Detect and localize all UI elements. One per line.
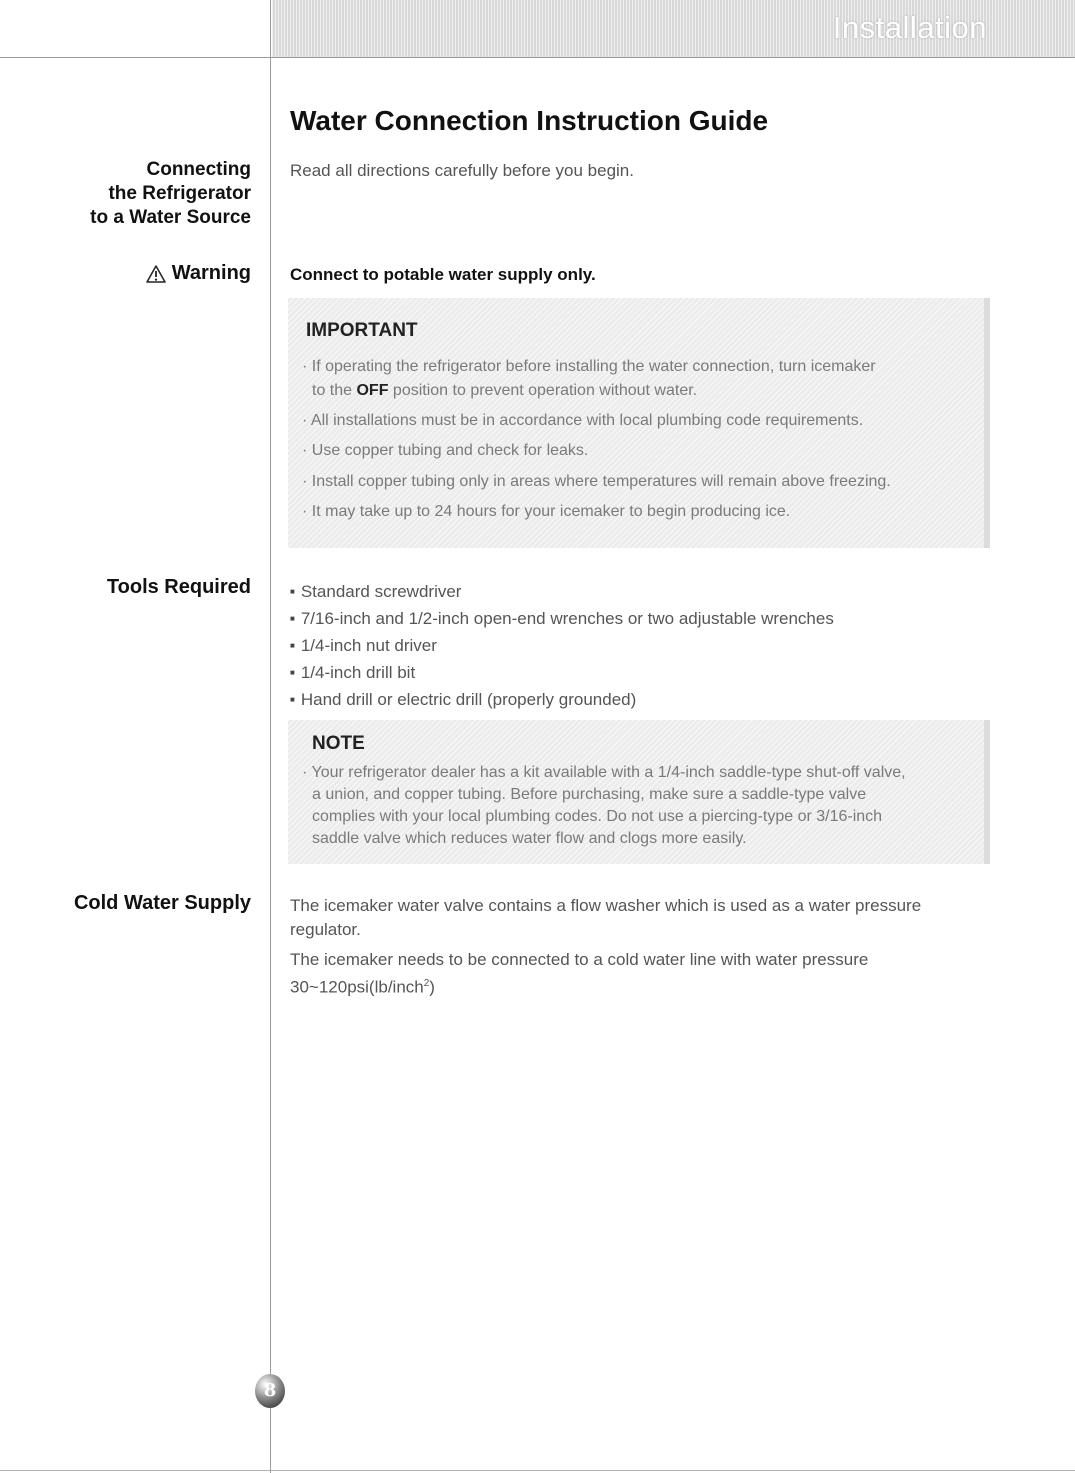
sidebar-tools-heading: Tools Required (106, 576, 251, 598)
off-emphasis: OFF (356, 382, 389, 399)
sidebar-warning-label: Warning (171, 262, 251, 284)
section-title: Installation (832, 10, 987, 45)
sidebar-connecting-line2: the Refrigerator (108, 183, 251, 204)
warning-text: Connect to potable water supply only. (290, 265, 596, 284)
sidebar-cold-water-heading: Cold Water Supply (73, 892, 251, 914)
list-item: ■ 1/4-inch nut driver (290, 632, 834, 659)
important-line: · If operating the refrigerator before installing the water connection, turn icemaker (302, 358, 876, 375)
important-line: · Install copper tubing only in areas where temperatures will remain above freezing. (302, 473, 891, 490)
important-box (288, 298, 990, 548)
list-item: ■ Standard screwdriver (290, 578, 834, 605)
important-title: IMPORTANT (306, 320, 418, 341)
note-title: NOTE (312, 733, 365, 754)
sidebar-connecting-line1: Connecting (146, 159, 251, 180)
intro-text: Read all directions carefully before you begin. (290, 161, 634, 180)
sidebar-connecting-line3: to a Water Source (90, 207, 251, 228)
important-line: · It may take up to 24 hours for your icemaker to begin producing ice. (302, 503, 791, 520)
list-item: ■ Hand drill or electric drill (properly grounded) (290, 686, 834, 713)
tools-list (290, 578, 834, 713)
important-line: · Use copper tubing and check for leaks. (302, 442, 589, 459)
column-divider (270, 0, 271, 1473)
header-divider (0, 57, 1075, 58)
important-line: · All installations must be in accordance with local plumbing code requirements. (302, 412, 864, 429)
warning-icon (146, 265, 166, 283)
header-band (272, 0, 1075, 58)
list-item: ■ 1/4-inch drill bit (290, 659, 834, 686)
note-box (288, 720, 990, 864)
note-line: complies with your local plumbing codes. Do not use a piercing-type or 3/16-inch (312, 808, 883, 825)
cold-water-paragraph-2: The icemaker needs to be connected to a cold water line with water pressure 30~120psi(lb/inch$^2$) (290, 950, 869, 997)
page-title: Water Connection Instruction Guide (290, 105, 769, 136)
sidebar-warning-heading (146, 262, 251, 289)
note-line: a union, and copper tubing. Before purchasing, make sure a saddle-type valve (312, 786, 867, 803)
note-line: saddle valve which reduces water flow and clogs more easily. (312, 830, 747, 847)
important-line: to the OFF position to prevent operation without water. (312, 382, 698, 399)
page-number-badge: 8 (255, 1374, 285, 1408)
footer-divider (0, 1470, 1075, 1471)
sidebar-connecting-heading (90, 158, 251, 230)
note-line: · Your refrigerator dealer has a kit available with a 1/4-inch saddle-type shut-off valve, (302, 764, 906, 781)
list-item: ■ 7/16-inch and 1/2-inch open-end wrenches or two adjustable wrenches (290, 605, 834, 632)
cold-water-paragraph-1: The icemaker water valve contains a flow washer which is used as a water pressure regulator. (290, 896, 922, 939)
